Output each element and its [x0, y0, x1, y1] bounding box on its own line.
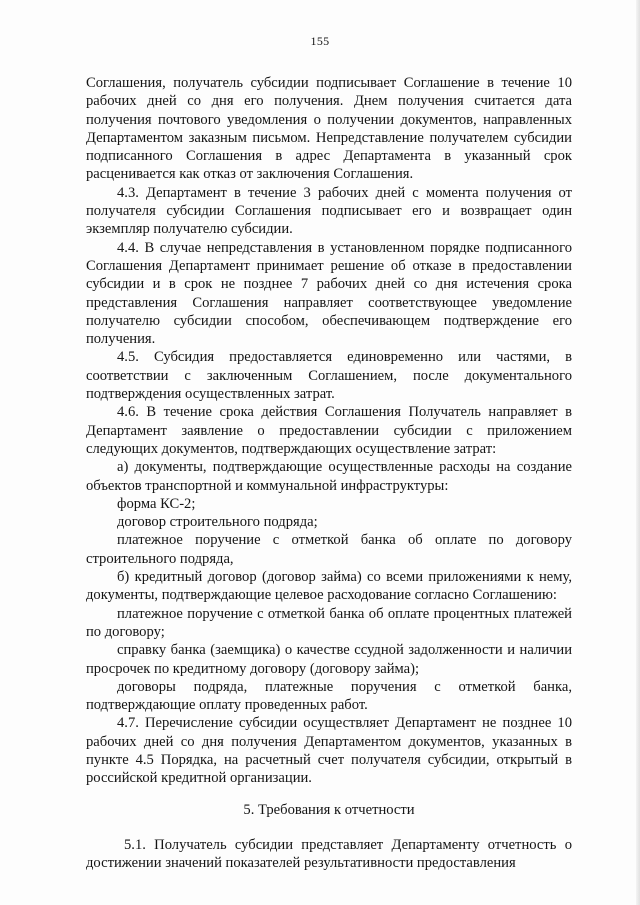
- document-body: [86, 74, 572, 872]
- paragraph-4-5: 4.5. Субсидия предоставляется единовременно или частями, в соответствии с заключенным Соглашением, после документального подтверждения осуществленных затрат.: [86, 349, 572, 403]
- list-item-contracts: договоры подряда, платежные поручения с отметкой банка, подтверждающие оплату проведенных работ.: [86, 678, 572, 714]
- paragraph-4-7: 4.7. Перечисление субсидии осуществляет Департамент не позднее 10 рабочих дней со дня получения Департаментом документов, указанных в пункте 4.5 Порядка, на расчетный счет получателя субсидии, открытый в российской кредитной организации.: [86, 715, 572, 787]
- section-title: 5. Требования к отчетности: [243, 801, 415, 818]
- paragraph-5-1: 5.1. Получатель субсидии представляет Департаменту отчетность о достижении значений показателей результативности предоставления: [86, 836, 572, 872]
- list-item-a: а) документы, подтверждающие осуществленные расходы на создание объектов транспортной и коммунальной инфраструктуры:: [86, 459, 572, 494]
- page-number: 155: [310, 34, 330, 48]
- list-item-interest-payment: платежное поручение с отметкой банка об оплате процентных платежей по договору;: [86, 605, 572, 640]
- paragraph-4-6: 4.6. В течение срока действия Соглашения Получатель направляет в Департамент заявление о предоставлении субсидии с приложением следующих документов, подтверждающих осуществление затрат:: [86, 404, 572, 457]
- list-item-bank-certificate: справку банка (заемщика) о качестве ссудной задолженности и наличии просрочек по кредитному договору (договору займа);: [86, 642, 572, 677]
- paragraph-4-4: 4.4. В случае непредставления в установленном порядке подписанного Соглашения Департамент принимает решение об отказе в предоставлении субсидии и в срок не позднее 7 рабочих дней со дня истечения срока представления Соглашения направляет соответствующее уведомление получателю субсидии способом, обеспечивающем подтверждение его получения.: [86, 239, 572, 348]
- list-item-b: б) кредитный договор (договор займа) со всеми приложениями к нему, документы, подтверждающие целевое расходование согласно Соглашению:: [86, 569, 572, 604]
- list-item-payment-order: платежное поручение с отметкой банка об оплате по договору строительного подряда,: [86, 532, 572, 567]
- paragraph-4-3: 4.3. Департамент в течение 3 рабочих дней с момента получения от получателя субсидии Соглашения подписывает его и возвращает один экземпляр получателю субсидии.: [86, 184, 572, 238]
- paragraph-continuation: Соглашения, получатель субсидии подписывает Соглашение в течение 10 рабочих дней со дня его получения. Днем получения считается дата получения почтового уведомления о получении документов, направленных Департаментом заказным письмом. Непредставление получателем субсидии подписанного Соглашения в адрес Департамента в указанный срок расценивается как отказ от заключения Соглашения.: [86, 75, 572, 183]
- list-item-construction-contract: договор строительного подряда;: [117, 514, 318, 531]
- list-item-ks2: форма КС-2;: [117, 495, 196, 512]
- page-edge-shadow: [636, 0, 640, 905]
